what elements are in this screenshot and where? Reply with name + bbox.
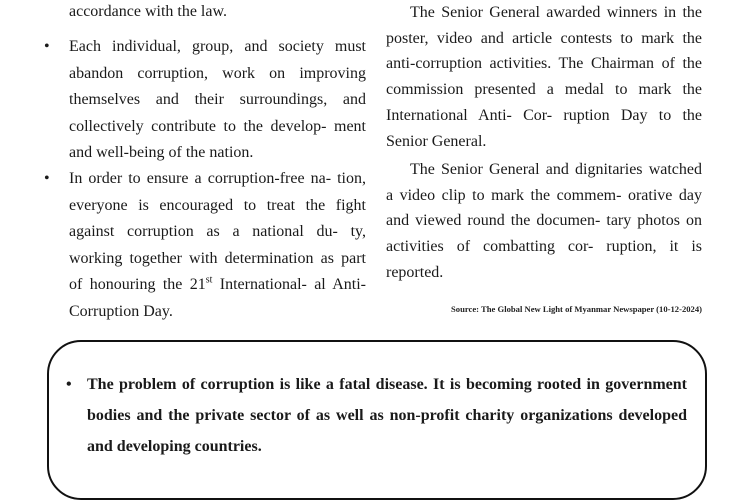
left-fragment-text: accordance with the law. (69, 3, 227, 20)
ordinal-superscript: st (205, 274, 213, 286)
bullet-marker: • (44, 38, 50, 55)
right-paragraph-1: The Senior General awarded winners in the poster, video and article contests to mark the anti-corruption activities. The Chairman of the commission presented a medal to mark the International Anti- Cor- ruption Day to the Senior General. (386, 4, 702, 150)
bullet-marker: • (66, 376, 72, 393)
left-bullet-2-text-after: International- al Anti-Corruption Day. (69, 276, 366, 320)
left-bullet-2-text (69, 166, 366, 325)
left-bullet-2-text-before: In order to ensure a corruption-free na- tion, everyone is encouraged to treat the fight against corruption as a national du- ty, working together with determination as part of honouring the 21 (69, 170, 366, 293)
left-bullet-1-text: Each individual, group, and society must abandon corruption, work on improving themselves and their surroundings, and collectively contribute to the develop- ment and well-being of the nation. (69, 38, 366, 161)
bullet-marker: • (44, 170, 50, 187)
highlight-bullet-text: The problem of corruption is like a fatal disease. It is becoming rooted in government bodies and the private sector of as well as non-profit charity organizations developed and developing countries. (87, 376, 687, 455)
right-paragraph-2: The Senior General and dignitaries watched a video clip to mark the commem- orative day and viewed round the documen- tary photos on activities of combatting cor- ruption, it is reported. (386, 161, 702, 281)
source-citation: Source: The Global New Light of Myanmar Newspaper (10-12-2024) (451, 304, 702, 314)
